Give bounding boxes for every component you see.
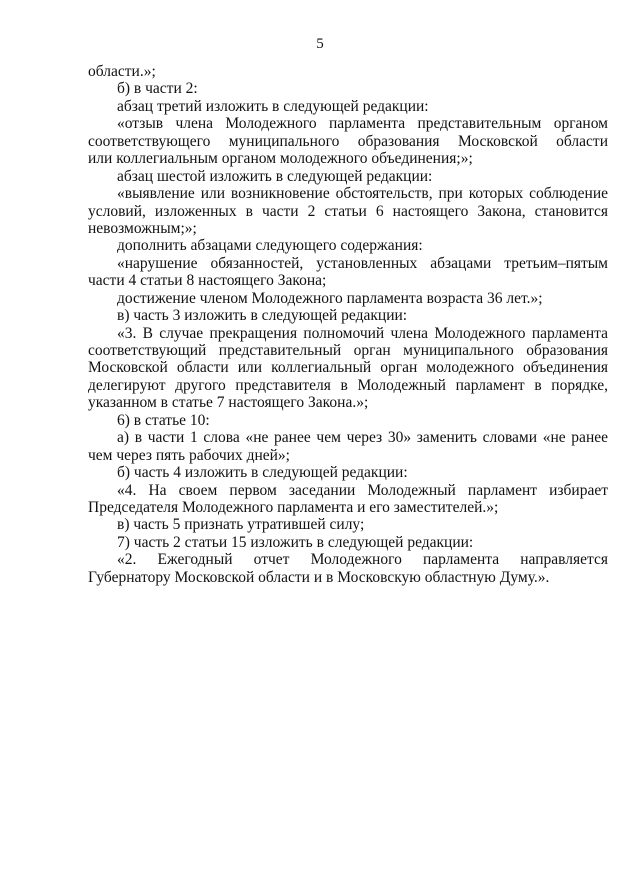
text-line: абзац третий изложить в следующей редакции: [117,97,429,115]
text-line: «3. В случае прекращения полномочий члена Молодежного парламента [117,324,608,342]
text-line: указанном в статье 7 настоящего Закона.»; [88,394,369,412]
text-line: в) часть 5 признать утратившей силу; [117,516,365,534]
text-line: области.»; [88,63,156,80]
text-line: абзац шестой изложить в следующей редакции: [117,167,433,185]
text-line: 6) в статье 10: [117,411,210,429]
text-line: 7) часть 2 статьи 15 изложить в следующей редакции: [117,533,474,551]
text-line: б) часть 4 изложить в следующей редакции: [117,464,408,482]
text-line: «отзыв члена Молодежного парламента представительным органом [117,115,608,133]
text-line: части 4 статьи 8 настоящего Закона; [88,272,327,290]
text-line: б) в части 2: [117,80,198,98]
text-line: или коллегиальным органом молодежного объединения;»; [88,150,473,168]
text-line: «2. Ежегодный отчет Молодежного парламента направляется [117,551,608,569]
text-line: условий, изложенных в части 2 статьи 6 настоящего Закона, становится [88,202,608,220]
text-line: «4. На своем первом заседании Молодежный парламент избирает [117,481,608,499]
text-line: чем через пять рабочих дней»; [88,446,290,464]
text-line: Председателя Молодежного парламента и его заместителей.»; [88,498,499,516]
text-line: достижение членом Молодежного парламента возраста 36 лет.»; [117,289,543,307]
text-line: соответствующий представительный орган муниципального образования [88,342,608,359]
document-body [88,63,608,586]
text-line: в) часть 3 изложить в следующей редакции: [117,307,408,325]
text-line: «нарушение обязанностей, установленных абзацами третьим–пятым [117,254,608,272]
text-line: Московской области или коллегиальный орган молодежного объединения [88,359,608,377]
text-line: дополнить абзацами следующего содержания: [117,237,423,255]
text-line: соответствующего муниципального образования Московской области [88,132,608,150]
text-line: невозможным;»; [88,219,197,237]
text-line: а) в части 1 слова «не ранее чем через 30» заменить словами «не ранее [117,429,608,447]
page-number: 5 [316,36,324,52]
text-line: «выявление или возникновение обстоятельств, при которых соблюдение [117,185,608,203]
text-line: делегируют другого представителя в Молодежный парламент в порядке, [88,376,608,394]
text-line: Губернатору Московской области и в Московскую областную Думу.». [88,568,550,586]
